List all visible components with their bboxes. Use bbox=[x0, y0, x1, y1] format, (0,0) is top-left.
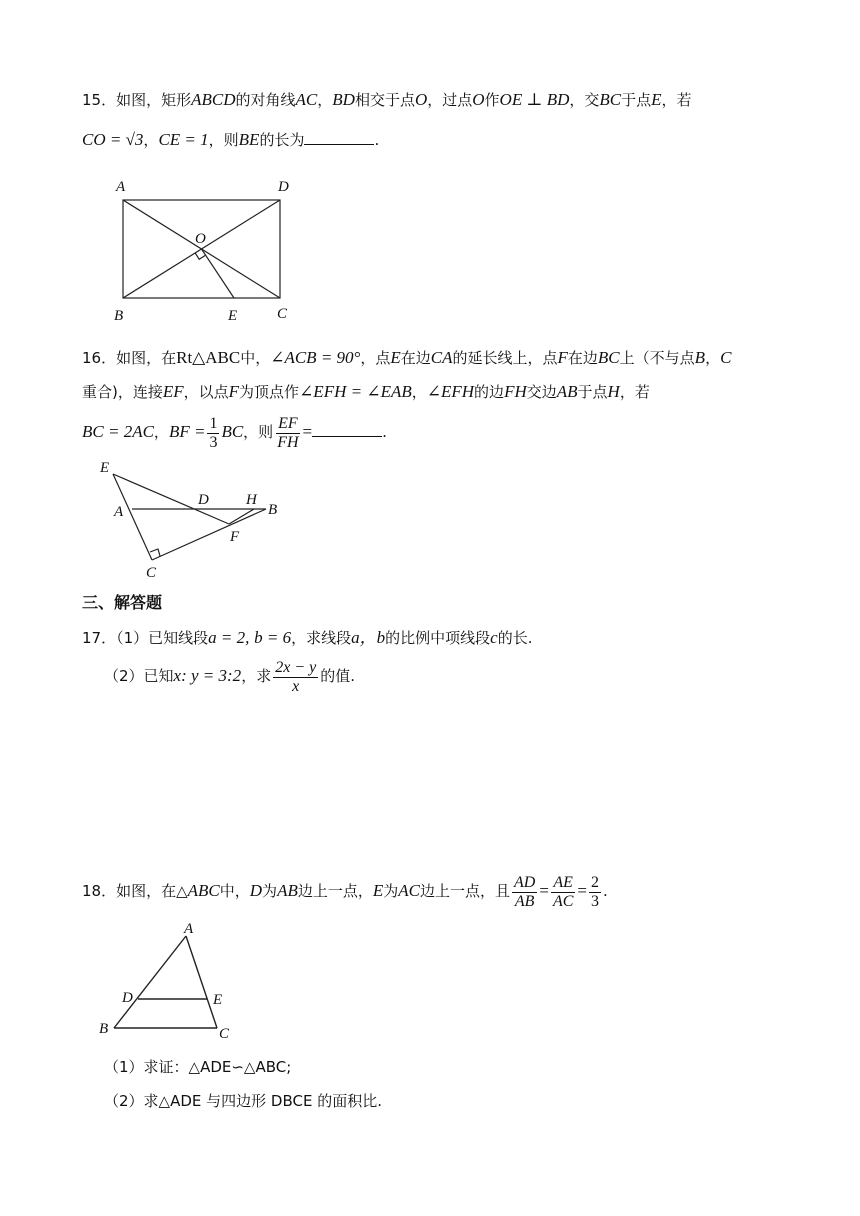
q16-line3: BC = 2AC，BF = $\frac{1}{3}$ BC，则 $\frac{EF}{FH}$ = . bbox=[82, 414, 387, 451]
label-b: B bbox=[268, 502, 278, 518]
segment-fh bbox=[229, 509, 254, 524]
label-a: A bbox=[116, 179, 126, 195]
label-d: D bbox=[198, 492, 209, 508]
segment-ec bbox=[113, 474, 152, 560]
label-c: C bbox=[219, 1026, 230, 1042]
fraction-ae-ac: $\frac{AE}{AC}$ bbox=[552, 873, 574, 910]
label-e: E bbox=[228, 308, 238, 324]
q15-line2: CO = √3，CE = 1，则BE的长为 . bbox=[82, 130, 380, 149]
q17-part2: （2）已知x: y = 3:2，求 $\frac{2x - y}{x}$ 的值. bbox=[104, 658, 355, 695]
section-heading: 三、解答题 bbox=[82, 593, 163, 612]
label-d: D bbox=[278, 179, 289, 195]
label-a: A bbox=[114, 504, 124, 520]
q17-number: 17． bbox=[82, 629, 117, 647]
q16-line2: 重合)，连接EF，以点F为顶点作∠EFH = ∠EAB，∠EFH的边FH交边AB于点H，若 bbox=[82, 382, 650, 401]
right-angle-mark bbox=[195, 253, 205, 259]
label-f: F bbox=[230, 529, 240, 545]
label-b: B bbox=[99, 1021, 109, 1037]
fraction-one-third: $\frac{1}{3}$ bbox=[209, 414, 218, 451]
segment-ef bbox=[113, 474, 229, 524]
q18-sub1: （1）求证：△ADE∽△ABC; bbox=[104, 1058, 292, 1076]
segment-cb bbox=[152, 509, 266, 560]
diagonal-ac bbox=[123, 200, 280, 298]
answer-blank[interactable] bbox=[312, 422, 382, 437]
segment-oe bbox=[202, 249, 235, 298]
q15-line1: 15．如图，矩形ABCD的对角线AC，BD相交于点O，过点O作OE ⊥ BD，交BC于点E，若 bbox=[82, 90, 692, 109]
fraction-ef-fh: $\frac{EF}{FH}$ bbox=[277, 414, 299, 451]
answer-blank[interactable] bbox=[304, 130, 374, 145]
label-c: C bbox=[146, 565, 157, 581]
segment-ac bbox=[186, 936, 217, 1028]
label-d: D bbox=[122, 990, 133, 1006]
fraction-two-thirds: $\frac{2}{3}$ bbox=[590, 873, 599, 910]
q18-number: 18． bbox=[82, 882, 117, 900]
q18-line: 18．如图，在△ABC中，D为AB边上一点，E为AC边上一点，且 $\frac{AD}{AB}$ = $\frac{AE}{AC}$ = $\frac{2}{3}$ . bbox=[82, 873, 608, 910]
rect-abcd bbox=[123, 200, 280, 298]
q16-number: 16． bbox=[82, 349, 117, 367]
q18-sub2: （2）求△ADE 与四边形 DBCE 的面积比. bbox=[104, 1092, 382, 1110]
fraction-expression: $\frac{2x - y}{x}$ bbox=[275, 658, 317, 695]
label-c: C bbox=[277, 306, 288, 322]
right-angle-mark bbox=[150, 549, 160, 556]
label-e: E bbox=[213, 992, 223, 1008]
label-e: E bbox=[100, 460, 110, 476]
diagonal-bd bbox=[123, 200, 280, 298]
label-b: B bbox=[114, 308, 124, 324]
q15-number: 15． bbox=[82, 91, 117, 109]
label-o: O bbox=[195, 231, 206, 247]
label-h: H bbox=[246, 492, 257, 508]
segment-ab bbox=[114, 936, 186, 1028]
label-a: A bbox=[184, 921, 194, 937]
q16-line1: 16．如图，在Rt△ABC中，∠ACB = 90°，点E在边CA的延长线上，点F在边BC上（不与点B，C bbox=[82, 348, 732, 367]
q17-part1: 17．（1）已知线段a = 2, b = 6，求线段a，b的比例中项线段c的长. bbox=[82, 628, 533, 647]
fraction-ad-ab: $\frac{AD}{AB}$ bbox=[514, 873, 536, 910]
